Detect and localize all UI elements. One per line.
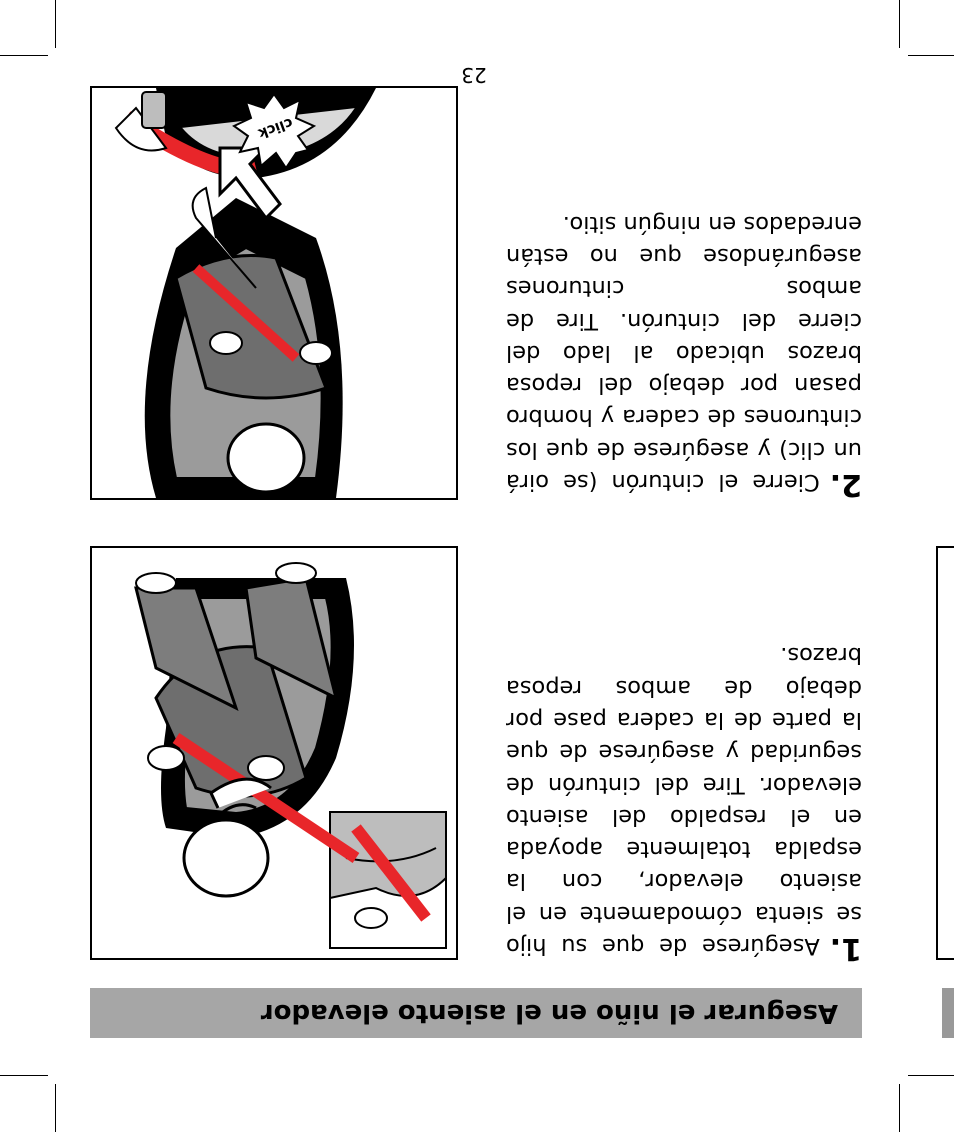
step-number: 2. — [829, 467, 862, 502]
child-head — [228, 424, 304, 492]
crop-mark — [55, 1084, 56, 1132]
step-1 — [506, 639, 862, 964]
child-seated-illustration — [92, 548, 456, 958]
section-bracket — [936, 546, 954, 960]
figure-child-seated — [90, 546, 458, 960]
step-text: Cierre el cinturón (se oirá un clic) y asegúrese de que los cinturones de cadera y hombro pasan por debajo del reposa brazos ubicado al lado del cierre del cinturón. Tire de ambos cinturones asegurándose que no están enredados en ningún sitio. — [506, 210, 862, 495]
buckle-illustration — [92, 88, 456, 498]
crop-mark — [55, 0, 56, 48]
child-head — [184, 820, 268, 896]
figure-buckle-click — [90, 86, 458, 500]
buckle-icon — [142, 92, 166, 128]
crop-mark — [899, 0, 900, 48]
section-title: Asegurar el niño en el asiento elevador — [260, 998, 838, 1028]
crop-mark — [908, 1075, 954, 1076]
section-header — [90, 988, 862, 1038]
crop-mark — [0, 1075, 48, 1076]
step-number: 1. — [829, 931, 862, 966]
page-number: 23 — [461, 63, 487, 87]
crop-mark — [908, 55, 954, 56]
step-2 — [506, 207, 862, 500]
step-text: Asegúrese de que su hijo se sienta cómodamente en el asiento elevador, con la espalda totalmente apoyada en el respaldo del asiento elevador. Tire del cinturón de seguridad y asegúrese de que la parte de la cadera pase por debajo de ambos reposa brazos. — [506, 642, 862, 959]
section-tab-marker — [942, 988, 954, 1038]
crop-mark — [0, 55, 48, 56]
click-label: click — [255, 114, 295, 142]
crop-mark — [899, 1084, 900, 1132]
